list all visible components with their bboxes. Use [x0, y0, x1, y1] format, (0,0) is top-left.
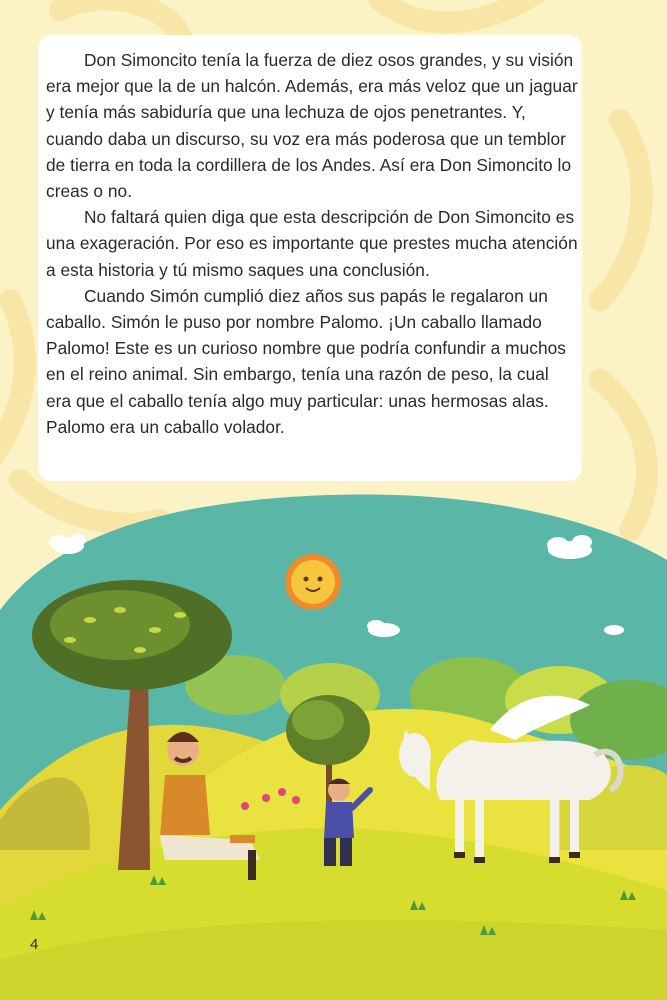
illustration	[0, 490, 667, 1000]
story-paragraph: Cuando Simón cumplió diez años sus papás le regalaron un caballo. Simón le puso por nombre Palomo. ¡Un caballo llamado Palomo! Este es un curioso nombre que podría confundir a muchos en el reino animal. Sin embargo, tenía una razón de peso, la cual era que el caballo tenía algo muy particular: unas hermosas alas. Palomo era un caballo volador.	[46, 285, 566, 437]
sun-face	[285, 554, 341, 610]
story-paragraph: No faltará quien diga que esta descripción de Don Simoncito es una exageración. Por eso es importante que prestes mucha atención a esta historia y tú mismo saques una conclusión.	[46, 207, 578, 280]
story-paragraph: Don Simoncito tenía la fuerza de diez osos grandes, y su visión era mejor que la de un halcón. Además, era más veloz que un jaguar y tenía más sabiduría que una lechuza de ojos penetrantes. Y, cuando daba un discurso, su voz era más poderosa que un temblor de tierra en toda la cordillera de los Andes. Así era Don Simoncito lo creas o no.	[46, 50, 578, 202]
story-text-box	[38, 35, 582, 481]
page-number: 4	[30, 936, 39, 953]
